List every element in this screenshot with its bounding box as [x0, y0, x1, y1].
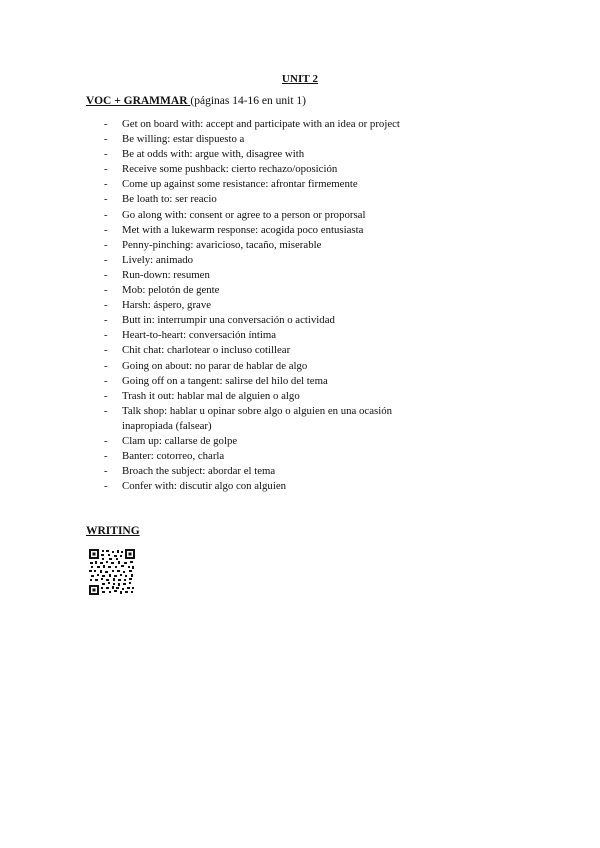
list-item-text: Be at odds with: argue with, disagree with [122, 148, 305, 161]
list-item-text: Lively: animado [122, 253, 194, 266]
list-item [104, 434, 444, 449]
list-item [104, 162, 444, 177]
list-item-text: Be loath to: ser reacio [122, 193, 217, 206]
list-item [104, 283, 444, 298]
list-item [104, 177, 444, 192]
list-item-bullet: - [104, 374, 108, 387]
section-heading-writing [86, 525, 140, 537]
list-item [104, 192, 444, 207]
list-item-text: Harsh: áspero, grave [122, 299, 212, 312]
list-item [104, 117, 444, 132]
list-item-text: Come up against some resistance: afrontar firmemente [122, 178, 358, 191]
page-title: UNIT 2 [281, 73, 319, 85]
list-item-bullet: - [104, 193, 108, 206]
list-item-text: Mob: pelotón de gente [122, 284, 220, 297]
list-item-bullet: - [104, 299, 108, 312]
section-heading-label: VOC + GRAMMAR [86, 95, 191, 107]
list-item-bullet: - [104, 118, 108, 130]
section-heading-voc-grammar [86, 95, 306, 107]
list-item [104, 359, 444, 374]
list-item-text: Penny-pinching: avaricioso, tacaño, miserable [122, 238, 322, 251]
list-item-text: Broach the subject: abordar el tema [122, 465, 276, 478]
list-item [104, 374, 444, 389]
list-item-text: Run-down: resumen [122, 268, 210, 281]
list-item [104, 208, 444, 223]
list-item-bullet: - [104, 389, 108, 402]
list-item-text: Go along with: consent or agree to a person or proporsal [122, 208, 366, 221]
list-item [104, 313, 444, 328]
list-item [104, 223, 444, 238]
list-item [104, 268, 444, 283]
list-item-bullet: - [104, 450, 108, 463]
list-item-bullet: - [104, 163, 108, 176]
list-item-text: Be willing: estar dispuesto a [122, 133, 245, 146]
list-item-text: Heart-to-heart: conversación íntima [122, 329, 277, 342]
list-item-bullet: - [104, 268, 108, 281]
list-item-text: Clam up: callarse de golpe [122, 434, 238, 447]
list-item [104, 404, 444, 434]
list-item [104, 147, 444, 162]
qr-code-icon[interactable] [89, 549, 135, 595]
list-item-bullet: - [104, 359, 108, 372]
list-item-text: Going on about: no parar de hablar de algo [122, 359, 308, 372]
list-item [104, 298, 444, 313]
list-item-text: Going off on a tangent: salirse del hilo del tema [122, 374, 328, 387]
list-item-text: Banter: cotorreo, charla [122, 450, 225, 463]
list-item-bullet: - [104, 284, 108, 297]
list-item-text: Met with a lukewarm response: acogida poco entusiasta [122, 223, 364, 236]
list-item-bullet: - [104, 148, 108, 161]
list-item-bullet: - [104, 329, 108, 342]
vocabulary-list [104, 117, 444, 494]
list-item [104, 253, 444, 268]
list-item-bullet: - [104, 465, 108, 478]
list-item-bullet: - [104, 344, 108, 357]
list-item [104, 464, 444, 479]
list-item-bullet: - [104, 404, 108, 417]
list-item-bullet: - [104, 223, 108, 236]
list-item-text: Trash it out: hablar mal de alguien o algo [122, 389, 300, 402]
list-item [104, 449, 444, 464]
list-item-bullet: - [104, 253, 108, 266]
section-heading-note: (páginas 14-16 en unit 1) [190, 95, 307, 107]
list-item-text: Receive some pushback: cierto rechazo/oposición [122, 163, 338, 176]
list-item [104, 389, 444, 404]
list-item-bullet: - [104, 133, 108, 146]
list-item-text: Chit chat: charlotear o incluso cotillear [122, 344, 291, 357]
list-item-bullet: - [104, 480, 108, 493]
list-item-bullet: - [104, 314, 108, 327]
list-item-bullet: - [104, 208, 108, 221]
list-item [104, 328, 444, 343]
list-item [104, 132, 444, 147]
list-item-text: Get on board with: accept and participate with an idea or project [122, 118, 400, 130]
list-item-text: Confer with: discutir algo con alguien [122, 480, 287, 493]
list-item-bullet: - [104, 434, 108, 447]
list-item-bullet: - [104, 238, 108, 251]
section-heading-label: WRITING [86, 525, 140, 537]
list-item-text: Talk shop: hablar u opinar sobre algo o alguien en una ocasión inapropiada (falsear) [122, 404, 392, 432]
list-item [104, 238, 444, 253]
list-item [104, 343, 444, 358]
list-item-text: Butt in: interrumpir una conversación o actividad [122, 314, 335, 327]
list-item-bullet: - [104, 178, 108, 191]
list-item [104, 479, 444, 494]
